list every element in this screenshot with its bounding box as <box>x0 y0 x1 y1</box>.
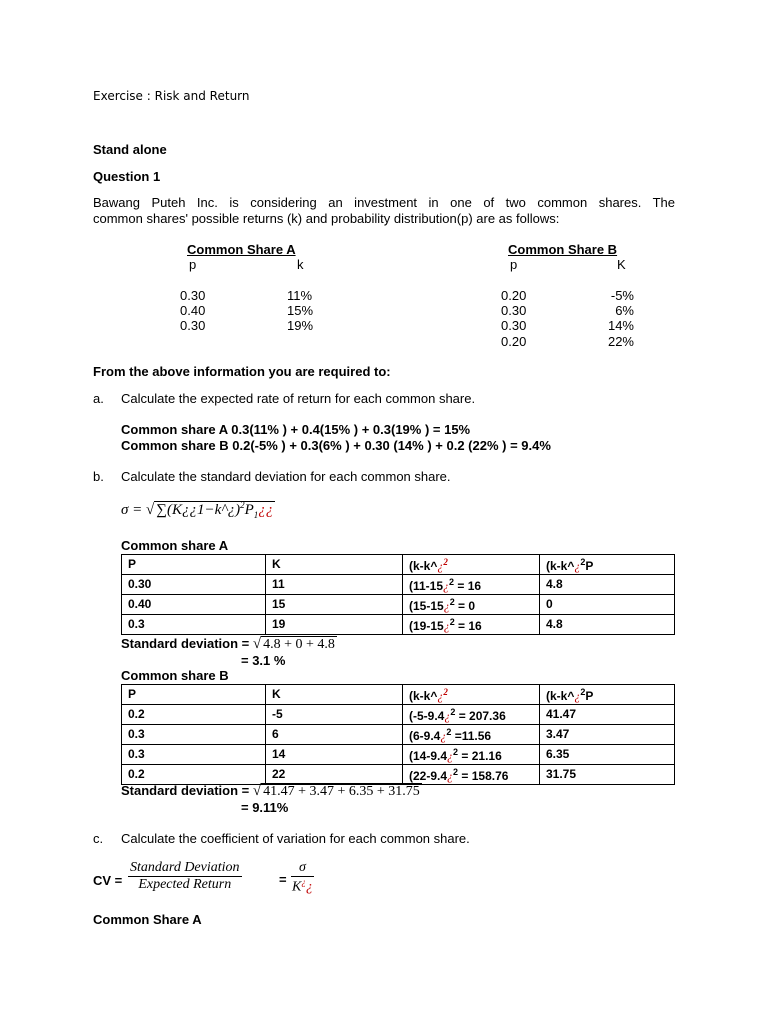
item-c-letter: c. <box>93 831 104 846</box>
sd-a-label: Standard deviation = <box>121 636 253 651</box>
table-a <box>121 554 675 635</box>
cell: 6.35 <box>540 745 675 765</box>
sd-b-result: = 9.11% <box>241 800 289 815</box>
cell: (11-15¿$^2$ = 16 <box>403 575 540 595</box>
header-cell: (k-k^¿$^2$P <box>540 685 675 705</box>
table-b <box>121 684 675 785</box>
next-heading: Common Share A <box>93 912 202 927</box>
cell: 15 <box>266 595 403 615</box>
table-row <box>122 745 675 765</box>
cell: 0.2 <box>122 705 266 725</box>
header-cell: K <box>266 555 403 575</box>
cell: 0.3 <box>122 725 266 745</box>
share-a-p-1: 0.30 <box>180 288 206 303</box>
item-a-answer-b: Common share B 0.2(-5% ) + 0.3(6% ) + 0.30 (14% ) + 0.2 (22% ) = 9.4% <box>121 438 551 453</box>
sqrt-sign: √ <box>146 502 155 518</box>
cell: 0.2 <box>122 765 266 785</box>
header-cell: (k-k^¿$^2$ <box>403 555 540 575</box>
item-a-answer-a: Common share A 0.3(11% ) + 0.4(15% ) + 0.3(19% ) = 15% <box>121 422 471 437</box>
table-row <box>122 615 675 635</box>
table-row <box>122 725 675 745</box>
section-heading: Stand alone <box>93 142 167 157</box>
cv-numerator: Standard Deviation <box>130 860 240 875</box>
cell: 6 <box>266 725 403 745</box>
cell: (22-9.4¿$^2$ = 158.76 <box>403 765 540 785</box>
cell: (6-9.4¿$^2$ =11.56 <box>403 725 540 745</box>
header-cell: P <box>122 685 266 705</box>
formula-sub: 1 <box>253 510 259 520</box>
cell: 31.75 <box>540 765 675 785</box>
cell: (19-15¿$^2$ = 16 <box>403 615 540 635</box>
share-a-k-head: k <box>297 257 304 272</box>
share-a-k-3: 19% <box>287 318 314 333</box>
cell: 4.8 <box>540 575 675 595</box>
share-a-k-1: 11% <box>287 288 313 303</box>
share-b-k-1: -5% <box>610 288 634 303</box>
formula-sup: 2 <box>240 500 245 510</box>
item-a-letter: a. <box>93 391 104 406</box>
cell: 22 <box>266 765 403 785</box>
sigma-symbol: σ = <box>121 502 147 518</box>
sd-formula <box>121 500 275 520</box>
share-b-k-head: K <box>617 257 626 272</box>
item-b-text: Calculate the standard deviation for each common share. <box>121 469 451 484</box>
cell: 14 <box>266 745 403 765</box>
table-row <box>122 765 675 785</box>
formula-inner: ∑(K¿¿1−k^¿) <box>156 502 241 518</box>
cell: 0.3 <box>122 615 266 635</box>
cell: 0.40 <box>122 595 266 615</box>
header-cell: (k-k^¿$^2$ <box>403 685 540 705</box>
table-header-row <box>122 685 675 705</box>
header-cell: (k-k^¿$^2$P <box>540 555 675 575</box>
cv-denominator: Expected Return <box>138 877 232 892</box>
share-b-p-2: 0.30 <box>501 303 527 318</box>
share-b-k-3: 14% <box>607 318 634 333</box>
share-b-p-head: p <box>510 257 518 272</box>
cell: (15-15¿$^2$ = 0 <box>403 595 540 615</box>
sd-b-radicand: 41.47 + 3.47 + 6.35 + 31.75 <box>263 784 420 799</box>
share-b-k-2: 6% <box>615 303 634 318</box>
cell: 0.30 <box>122 575 266 595</box>
cv-sigma-fraction <box>291 860 314 896</box>
cell: 4.8 <box>540 615 675 635</box>
exercise-title: Exercise : Risk and Return <box>93 89 250 103</box>
intro-line-2: common shares' possible returns (k) and probability distribution(p) are as follows: <box>93 211 560 226</box>
required-heading: From the above information you are required to: <box>93 364 391 379</box>
item-c-text: Calculate the coefficient of variation for each common share. <box>121 831 470 846</box>
share-a-title: Common Share A <box>187 242 296 257</box>
cell: 41.47 <box>540 705 675 725</box>
cell: 11 <box>266 575 403 595</box>
share-b-p-1: 0.20 <box>501 288 527 303</box>
header-cell: K <box>266 685 403 705</box>
cell: 0.3 <box>122 745 266 765</box>
cv-fraction <box>128 860 242 893</box>
table-row <box>122 595 675 615</box>
sd-b-line <box>121 783 422 800</box>
share-a-p-2: 0.40 <box>180 303 206 318</box>
item-b-letter: b. <box>93 469 104 484</box>
header-cell: P <box>122 555 266 575</box>
share-b-p-3: 0.30 <box>501 318 527 333</box>
sd-a-line <box>121 636 337 653</box>
sd-a-result: = 3.1 % <box>241 653 286 668</box>
sd-b-label: Standard deviation = <box>121 783 253 798</box>
table-header-row <box>122 555 675 575</box>
cell: 3.47 <box>540 725 675 745</box>
formula-p: P <box>244 502 254 518</box>
cell: 19 <box>266 615 403 635</box>
sd-a-radicand: 4.8 + 0 + 4.8 <box>263 637 335 652</box>
cell: (-5-9.4¿$^2$ = 207.36 <box>403 705 540 725</box>
share-b-p-4: 0.20 <box>501 334 527 349</box>
item-a-text: Calculate the expected rate of return for each common share. <box>121 391 476 406</box>
table-b-label: Common share B <box>121 668 229 683</box>
cv-sigma: σ <box>291 860 314 877</box>
cell: 0 <box>540 595 675 615</box>
table-a-label: Common share A <box>121 538 229 553</box>
share-a-k-2: 15% <box>287 303 314 318</box>
share-b-k-4: 22% <box>607 334 634 349</box>
cell: -5 <box>266 705 403 725</box>
intro-line-1: Bawang Puteh Inc. is considering an investment in one of two common shares. The <box>93 195 675 210</box>
share-a-p-3: 0.30 <box>180 318 206 333</box>
cv-k-den: K¿¿ <box>292 877 313 895</box>
table-row <box>122 705 675 725</box>
question-heading: Question 1 <box>93 169 161 184</box>
share-b-title: Common Share B <box>508 242 618 257</box>
cv-label: CV = <box>93 873 123 888</box>
sqrt-sign: √ <box>252 636 262 652</box>
cell: (14-9.4¿$^2$ = 21.16 <box>403 745 540 765</box>
sqrt-sign: √ <box>252 783 262 799</box>
cv-equals: = <box>279 872 287 887</box>
formula-tail: ¿¿ <box>258 502 274 518</box>
share-a-p-head: p <box>189 257 197 272</box>
table-row <box>122 575 675 595</box>
